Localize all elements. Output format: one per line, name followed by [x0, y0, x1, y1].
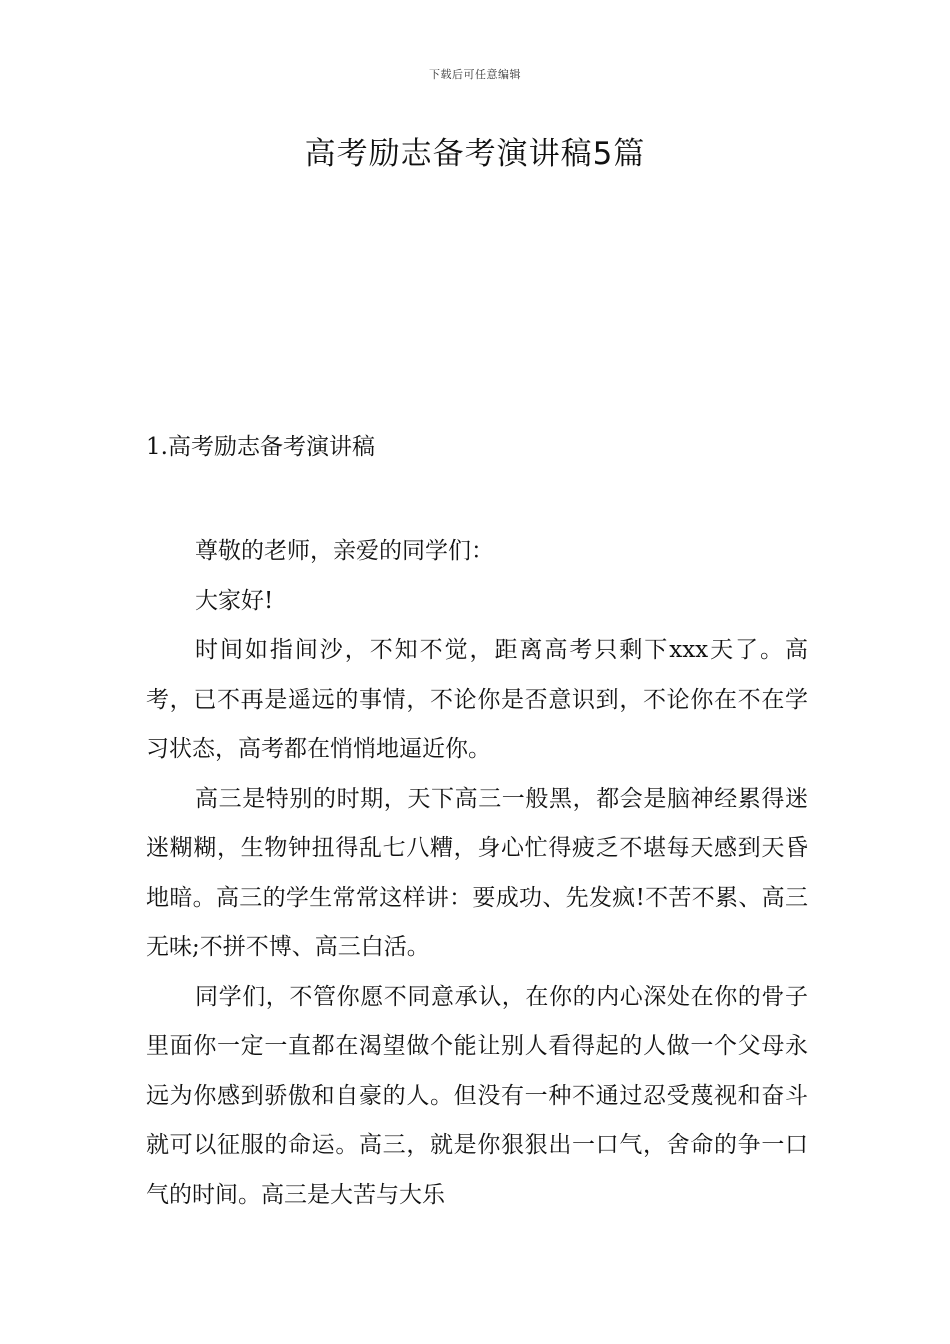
- document-title: 高考励志备考演讲稿5篇: [304, 136, 646, 172]
- paragraph-greeting: 大家好!: [195, 587, 274, 614]
- paragraph-salutation: 尊敬的老师，亲爱的同学们：: [195, 538, 494, 564]
- paragraph: 同学们，不管你愿不同意承认，在你的内心深处在你的骨子里面你一定一直都在渴望做个能让别人看得起的人做一个父母永远为你感到骄傲和自豪的人。但没有一种不通过忍受蔑视和奋斗就可以征服的命运。高三，就是你狠狠出一口气，舍命的争一口气的时间。高三是大苦与大乐: [146, 983, 808, 1208]
- section-heading: 1.高考励志备考演讲稿: [146, 434, 375, 460]
- body-text: [146, 527, 808, 1220]
- paragraph: 时间如指间沙，不知不觉，距离高考只剩下xxx天了。高考，已不再是遥远的事情，不论你是否意识到，不论你在不在学习状态，高考都在悄悄地逼近你。: [146, 637, 808, 762]
- header-note: 下载后可任意编辑: [429, 68, 521, 81]
- paragraph: 高三是特别的时期，天下高三一般黑，都会是脑神经累得迷迷糊糊，生物钟扭得乱七八糟，身心忙得疲乏不堪每天感到天昏地暗。高三的学生常常这样讲：要成功、先发疯!不苦不累、高三无味;不拼不博、高三白活。: [146, 785, 808, 960]
